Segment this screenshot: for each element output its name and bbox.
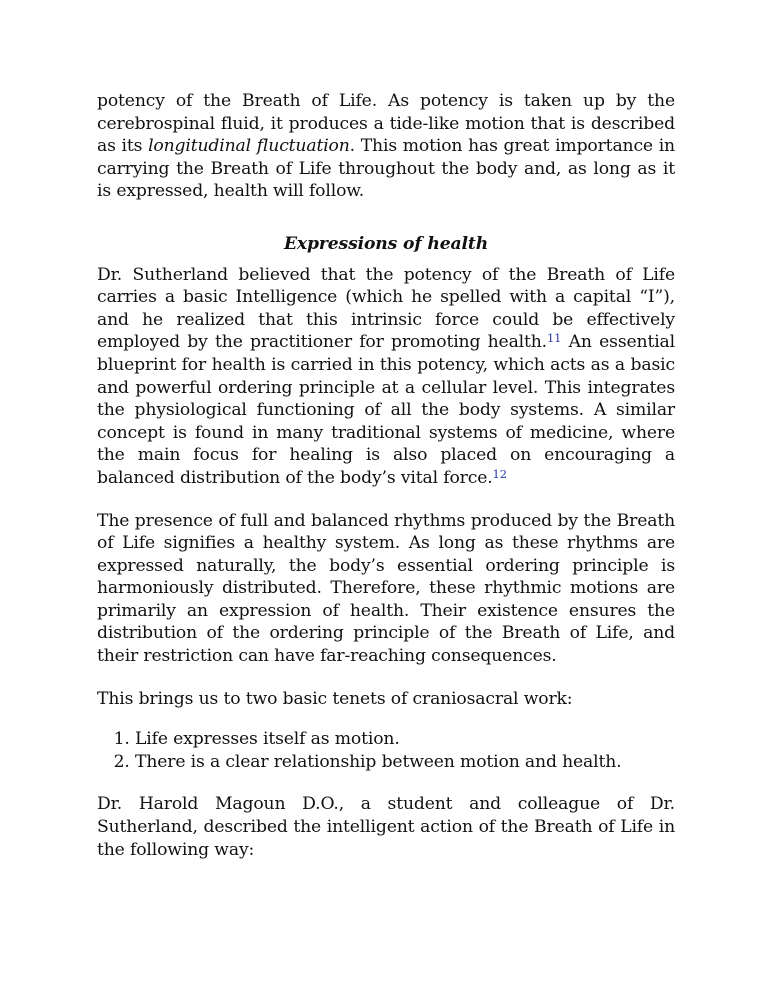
paragraph-tenets-intro: This brings us to two basic tenets of craniosacral work:: [97, 688, 573, 709]
paragraph-text: . This motion has great importance in carrying the Breath of Life throughout the body and, as long as it is expressed, health will follow.: [97, 136, 675, 202]
list-item: 1. Life expresses itself as motion.: [135, 728, 675, 751]
paragraph-text: Dr. Sutherland believed that the potency of the Breath of Life carries a basic Intelligence (which he spelled with a capital “I”), and he realized that this intrinsic force could be effectively employed by the practitioner for promoting health.: [97, 264, 675, 353]
paragraph-sutherland: [97, 264, 675, 490]
paragraph-text: An essential blueprint for health is carried in this potency, which acts as a basic and powerful ordering principle at a cellular level. This integrates the physiological functioning of all the body systems. A similar concept is found in many traditional systems of medicine, where the main focus for healing is also placed on encouraging a balanced distribution of the body’s vital force.: [97, 332, 675, 488]
paragraph-potency: [97, 90, 675, 203]
paragraph-magoun: Dr. Harold Magoun D.O., a student and colleague of Dr. Sutherland, described the intelligent action of the Breath of Life in the following way:: [97, 794, 675, 860]
document-page: [97, 90, 675, 861]
tenets-list: [97, 728, 675, 773]
paragraph-rhythms: The presence of full and balanced rhythms produced by the Breath of Life signifies a healthy system. As long as these rhythms are expressed naturally, the body’s essential ordering principle is harmoniously distributed. Therefore, these rhythmic motions are primarily an expression of health. Their existence ensures the distribution of the ordering principle of the Breath of Life, and their restriction can have far-reaching consequences.: [97, 510, 675, 667]
list-item: 2. There is a clear relationship between motion and health.: [135, 751, 675, 774]
section-heading: Expressions of health: [283, 233, 489, 254]
paragraph-text: potency of the Breath of Life. As potency is taken up by the cerebrospinal fluid, it produces a tide-like motion that is described as its: [97, 91, 675, 157]
footnote-link-11[interactable]: 11: [547, 331, 562, 346]
emphasis-text: longitudinal fluctuation: [148, 136, 350, 157]
footnote-link-12[interactable]: 12: [492, 466, 507, 481]
